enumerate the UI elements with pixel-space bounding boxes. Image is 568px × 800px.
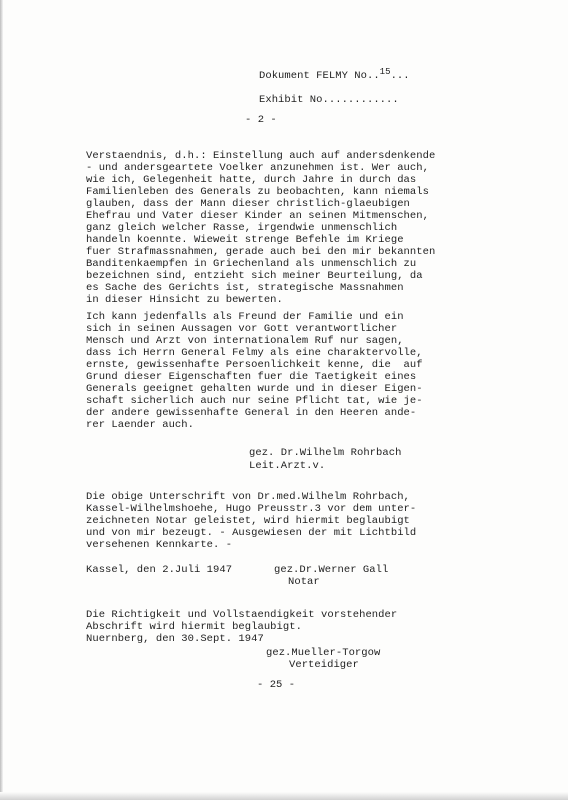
signature-mueller-torgow-title: Verteidiger [289,659,359,671]
text-line: Nuernberg, den 30.Sept. 1947 [86,633,264,645]
notary-place-date: Kassel, den 2.Juli 1947 [86,564,233,576]
dokument-prefix: Dokument FELMY No.. [259,70,380,82]
scan-edge-left [0,0,3,800]
dokument-suffix: ... [390,70,410,82]
text-line: Ich kann jedenfalls als Freund der Familie und ein [86,311,404,323]
text-line: Die Richtigkeit und Vollstaendigkeit vorstehender [86,609,398,621]
page-marker: - 2 - [245,114,277,126]
text-line: Generals geeignet gehalten wurde und in dieser Eigen- [86,383,423,395]
text-line: ganz gleich welcher Rasse, irgendwie unmenschlich [86,222,398,234]
text-line: Ehefrau und Vater dieser Kinder an seinen Mitmenschen, [86,210,429,222]
text-line: Verstaendnis, d.h.: Einstellung auch auf andersdenkende [86,150,436,162]
text-line: fuer Strafmassnahmen, gerade auch bei den mir bekannten [86,246,436,258]
text-line: rer Laender auch. [86,419,194,431]
footer-page-number: - 25 - [257,679,296,691]
text-line: Abschrift wird hiermit beglaubigt. [86,621,302,633]
text-line: dass ich Herrn General Felmy als eine charaktervolle, [86,347,423,359]
text-line: Grund dieser Eigenschaften fuer die Taetigkeit eines [86,371,417,383]
text-line: Mensch und Arzt von internationalem Ruf nur sagen, [86,335,404,347]
text-line: Familienleben des Generals zu beobachten, kann niemals [86,186,429,198]
text-line: handeln koennte. Wieweit strenge Befehle im Kriege [86,234,404,246]
text-line: wie ich, Gelegenheit hatte, durch Jahre in durch das [86,174,417,186]
signature-rohrbach: gez. Dr.Wilhelm Rohrbach [249,447,402,459]
dokument-number: 15 [379,67,391,77]
exhibit-line: Exhibit No............ [259,94,399,106]
text-line: schaft sicherlich auch nur seine Pflicht tat, wie je- [86,395,423,407]
text-line: es Sache des Gerichts ist, strategische Massnahmen [86,282,404,294]
notary-title: Notar [288,576,320,588]
text-line: in dieser Hinsicht zu bewerten. [86,294,283,306]
text-line: Die obige Unterschrift von Dr.med.Wilhelm Rohrbach, [86,491,410,503]
text-line: ernste, gewissenhafte Persoenlichkeit kenne, die auf [86,359,423,371]
scan-edge-bottom [0,792,568,800]
text-line: - und andersgeartete Voelker anzunehmen ist. Wer auch, [86,162,429,174]
signature-rohrbach-title: Leit.Arzt.v. [249,460,326,472]
text-line: und von mir bezeugt. - Ausgewiesen der mit Lichtbild [86,527,417,539]
text-line: sich in seinen Aussagen vor Gott verantwortlicher [86,323,398,335]
text-line: versehenen Kennkarte. - [86,539,233,551]
text-line: glauben, dass der Mann dieser christlich-glaeubigen [86,198,410,210]
text-line: zeichneten Notar geleistet, wird hiermit beglaubigt [86,515,410,527]
text-line: Banditenkaempfen in Griechenland als unmenschlich zu [86,258,417,270]
text-line: Kassel-Wilhelmshoehe, Hugo Preusstr.3 vor dem unter- [86,503,417,515]
signature-mueller-torgow: gez.Mueller-Torgow [266,647,381,659]
notary-signature: gez.Dr.Werner Gall [274,564,389,576]
text-line: der andere gewissenhafte General in den Heeren ande- [86,407,417,419]
dokument-line [259,67,410,82]
text-line: bezeichnen sind, entzieht sich meiner Beurteilung, da [86,270,423,282]
